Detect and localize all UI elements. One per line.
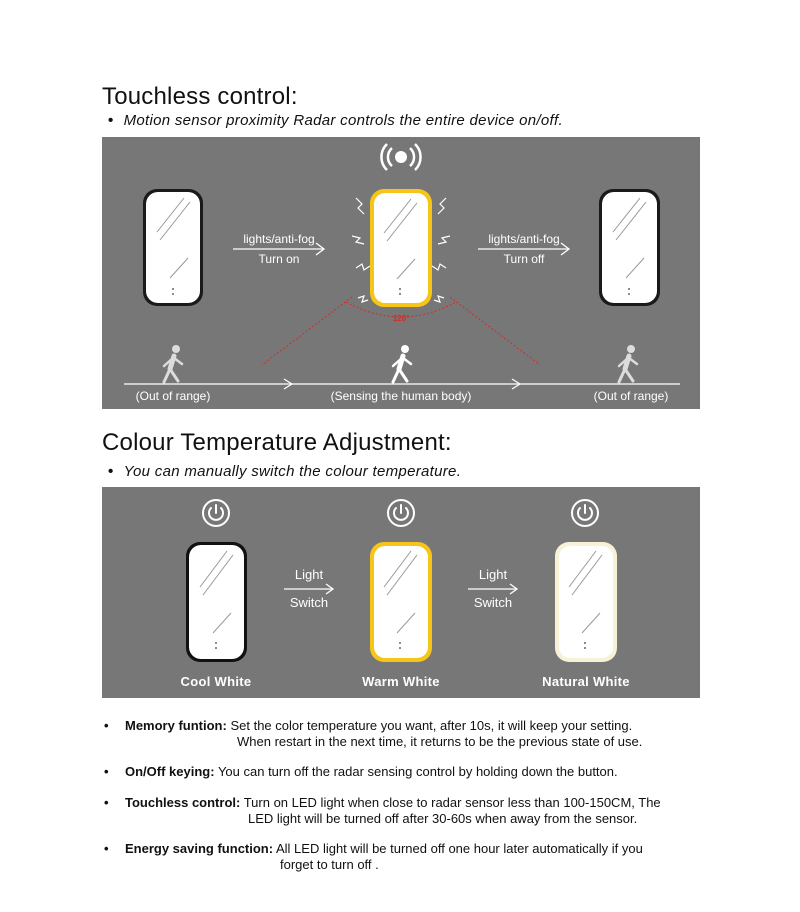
section2-subtitle-text: You can manually switch the colour temperature. <box>123 463 462 480</box>
switch1-label-1: Light <box>294 567 324 582</box>
feature-text: Turn on LED light when close to radar sensor less than 100-150CM, The <box>243 795 661 810</box>
feature-line <box>125 841 643 857</box>
bullet: • <box>104 795 109 810</box>
feature-text-cont: When restart in the next time, it returns to be the previous state of use. <box>237 734 643 749</box>
range-right-label: (Out of range) <box>593 389 669 403</box>
range-left-label: (Out of range) <box>135 389 211 403</box>
feature-text: All LED light will be turned off one hour later automatically if you <box>275 841 643 856</box>
bullet: • <box>108 463 114 480</box>
switch-arrow-1 <box>284 584 333 594</box>
switch-arrow-2 <box>468 584 517 594</box>
feature-line <box>125 764 618 780</box>
bullet: • <box>104 841 109 856</box>
power-button-icon[interactable] <box>572 500 598 526</box>
mirror-warm-white <box>370 542 432 662</box>
feature-text-cont: forget to turn off . <box>280 857 379 872</box>
turn-off-label-2: Turn off <box>503 252 545 266</box>
section2-title: Colour Temperature Adjustment: <box>102 429 452 456</box>
switch2-label-1: Light <box>478 567 508 582</box>
cool-white-label: Cool White <box>180 674 252 689</box>
section1-title: Touchless control: <box>102 83 298 110</box>
bullet: • <box>104 718 109 733</box>
warm-white-label: Warm White <box>362 674 440 689</box>
switch1-label-2: Switch <box>289 595 329 610</box>
section1-subtitle-text: Motion sensor proximity Radar controls the entire device on/off. <box>123 112 563 129</box>
feature-text: You can turn off the radar sensing control by holding down the button. <box>217 764 618 779</box>
mirror-cool-white <box>186 542 247 662</box>
power-button-icon[interactable] <box>388 500 414 526</box>
turn-on-label-2: Turn on <box>258 252 300 266</box>
feature-text: Set the color temperature you want, after 10s, it will keep your setting. <box>230 718 633 733</box>
feature-text-cont: LED light will be turned off after 30-60s when away from the sensor. <box>248 811 638 826</box>
feature-title: Energy saving function: <box>125 841 274 856</box>
angle-label: 120° <box>392 314 410 323</box>
range-center-label: (Sensing the human body) <box>330 389 472 403</box>
bullet: • <box>108 112 114 129</box>
feature-title: On/Off keying: <box>125 764 215 779</box>
switch2-label-2: Switch <box>473 595 513 610</box>
natural-white-label: Natural White <box>542 674 630 689</box>
bullet: • <box>104 764 109 779</box>
feature-line <box>125 718 632 734</box>
feature-title: Touchless control: <box>125 795 241 810</box>
turn-off-label-1: lights/anti-fog <box>488 232 560 246</box>
mirror-natural-white <box>555 542 617 662</box>
feature-line <box>125 795 661 811</box>
turn-on-label-1: lights/anti-fog <box>243 232 315 246</box>
feature-title: Memory funtion: <box>125 718 227 733</box>
power-button-icon[interactable] <box>203 500 229 526</box>
